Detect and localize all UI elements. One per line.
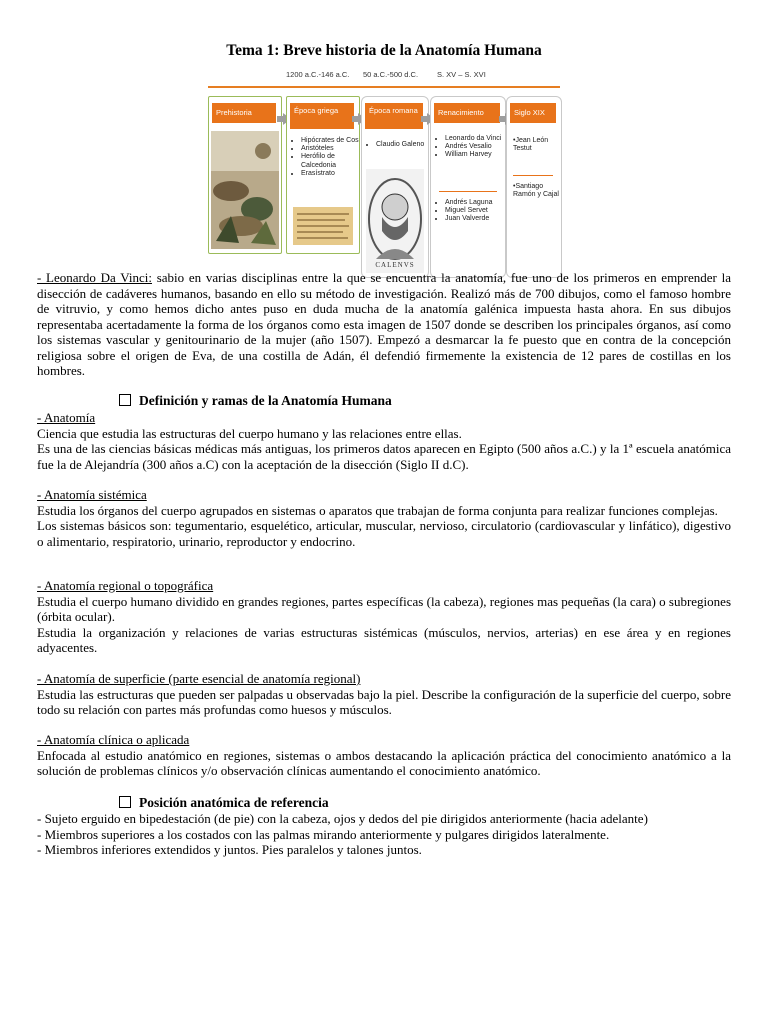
paragraph: - Sujeto erguido en bipedestación (de pie) con la cabeza, ojos y dedos del pie dirigidos anteriormente (hacia adelante) xyxy=(37,811,648,826)
divider xyxy=(513,175,553,176)
document-title: Tema 1: Breve historia de la Anatomía Humana xyxy=(226,42,542,59)
list-siglo-xix xyxy=(509,137,561,153)
paragraph: - Miembros superiores a los costados con las palmas mirando anteriormente y pulgares dirigidos lateralmente. xyxy=(37,826,610,842)
list-renacimiento-2 xyxy=(435,199,511,224)
paragraph: Enfocada al estudio anatómico en regiones, sistemas o ambos destacando la aplicación práctica del conocimiento anatómico a la solución de problemas clínicos y/o observación clínicas aumentando el conocimiento anatómico. xyxy=(37,747,731,778)
list-item: • Leonardo da Vinci xyxy=(445,135,511,143)
divider xyxy=(439,191,497,192)
cave-painting-image xyxy=(211,131,279,249)
header-siglo-xix: Siglo XIX xyxy=(510,103,556,123)
list-romana xyxy=(366,141,432,149)
timeline-line xyxy=(208,86,560,88)
col-romana xyxy=(361,96,429,278)
list-item: • Erasístrato xyxy=(301,170,363,178)
paragraph: Estudia la organización y relaciones de varias estructuras sistémicas (músculos, nervios, arterias) en ese área y en regiones adyacentes. xyxy=(37,624,731,655)
galeno-portrait-image xyxy=(366,169,424,273)
clinica-block xyxy=(37,732,731,779)
header-renacimiento: Renacimiento xyxy=(434,103,500,123)
manuscript-image xyxy=(293,207,353,245)
col-prehistoria xyxy=(208,96,282,254)
list-item: • Andrés Vesalio xyxy=(445,143,511,151)
regional-block xyxy=(37,578,731,656)
list-item: • Hipócrates de Cos xyxy=(301,137,363,145)
paragraph: - Miembros inferiores extendidos y juntos. Pies paralelos y talones juntos. xyxy=(37,842,422,857)
list-item: • William Harvey xyxy=(445,151,511,159)
list-item: • Herófilo de Calcedonia xyxy=(301,153,363,169)
era-roman-dates: 50 a.C.-500 d.C. xyxy=(363,70,419,79)
header-griega: Época griega xyxy=(290,103,354,129)
list-item: • Miguel Servet xyxy=(445,207,511,215)
sistemica-block xyxy=(37,487,731,549)
superficie-label: - Anatomía de superficie (parte esencial de anatomía regional) xyxy=(37,671,361,686)
list-item: •Santiago Ramón y Cajal xyxy=(513,183,559,199)
era-renaissance-dates: S. XV – S. XVI xyxy=(437,70,486,79)
checkbox-icon xyxy=(119,394,131,406)
posicion-block xyxy=(37,811,731,858)
anatomia-label: - Anatomía xyxy=(37,410,96,425)
leonardo-label: - Leonardo Da Vinci: xyxy=(37,270,152,285)
leonardo-paragraph xyxy=(37,270,731,379)
header-prehistoria: Prehistoria xyxy=(212,103,276,123)
list-item: • Juan Valverde xyxy=(445,215,511,223)
superficie-block xyxy=(37,671,731,718)
list-item: • Claudio Galeno xyxy=(376,141,432,149)
list-griega xyxy=(291,137,363,178)
checkbox-icon xyxy=(119,796,131,808)
paragraph: Es una de las ciencias básicas médicas más antiguas, los primeros datos aparecen en Egipto (500 años a.C.) y la 1ª escuela anatómica fue la de Alejandría (300 años a.C) con la aceptación de la disección (Siglo II d.C). xyxy=(37,441,731,472)
regional-label: - Anatomía regional o topográfica xyxy=(37,578,214,593)
col-renacimiento xyxy=(430,96,506,278)
list-renacimiento xyxy=(435,135,511,160)
paragraph: Estudia las estructuras que pueden ser palpadas u observadas bajo la piel. Describe la configuración de la superficie del cuerpo, sobre todo su relación con partes más profundas como huesos y músculos. xyxy=(37,686,731,717)
timeline-figure xyxy=(208,66,562,269)
header-romana: Época romana xyxy=(365,103,423,129)
list-item: • Aristóteles xyxy=(301,145,363,153)
col-griega xyxy=(286,96,360,254)
leonardo-text: sabio en varias disciplinas entre la que se encuentra la anatomía, fue uno de los primeros en emprender la disección de cadáveres humanos, basando en ello su método de investigación. Realizó más de 700 dibujos, como el famoso hombre de vitruvio, y como hemos dicho antes puso en duda mucha de la anatomía galénica impuesta hasta ahora. En sus dibujos representaba acertadamente la forma de los órganos como esta imagen de 1507 donde se describen los principales órganos, así como los sistemas vascular y genitourinario de la mujer (año 1507). Empezó a desmarcar la fe puesto que en contra de la concepción religiosa sobre el origen de Eva, de una costilla de Adán, él defendió firmemente la existencia de 12 pares de costillas en los hombres. xyxy=(37,270,731,378)
paragraph: Los sistemas básicos son: tegumentario, esquelético, articular, muscular, nervioso, circulatorio (cardiovascular y linfático), digestivo o alimentario, respiratorio, urinario, reproductor y endocrino. xyxy=(37,518,731,549)
section-heading-definicion: Definición y ramas de la Anatomía Humana xyxy=(119,393,392,409)
section-heading-posicion: Posición anatómica de referencia xyxy=(119,795,329,811)
sistemica-label: - Anatomía sistémica xyxy=(37,487,147,502)
galeno-caption: CALENVS xyxy=(375,261,415,269)
paragraph: Ciencia que estudia las estructuras del cuerpo humano y las relaciones entre ellas. xyxy=(37,425,462,441)
eras-row xyxy=(208,70,562,82)
col-siglo-xix xyxy=(506,96,562,278)
paragraph: Estudia los órganos del cuerpo agrupados en sistemas o aparatos que trabajan de forma conjunta para realizar funciones complejas. xyxy=(37,502,718,518)
anatomia-block xyxy=(37,410,731,472)
list-item: • Andrés Laguna xyxy=(445,199,511,207)
clinica-label: - Anatomía clínica o aplicada xyxy=(37,732,190,747)
paragraph: Estudia el cuerpo humano dividido en grandes regiones, partes específicas (la cabeza), regiones mas pequeñas (la cara) o subregiones (órbita ocular). xyxy=(37,593,731,624)
list-siglo-xix-2 xyxy=(509,183,561,199)
era-greek-dates: 1200 a.C.-146 a.C. xyxy=(286,70,350,79)
list-item: •Jean León Testut xyxy=(513,137,549,153)
